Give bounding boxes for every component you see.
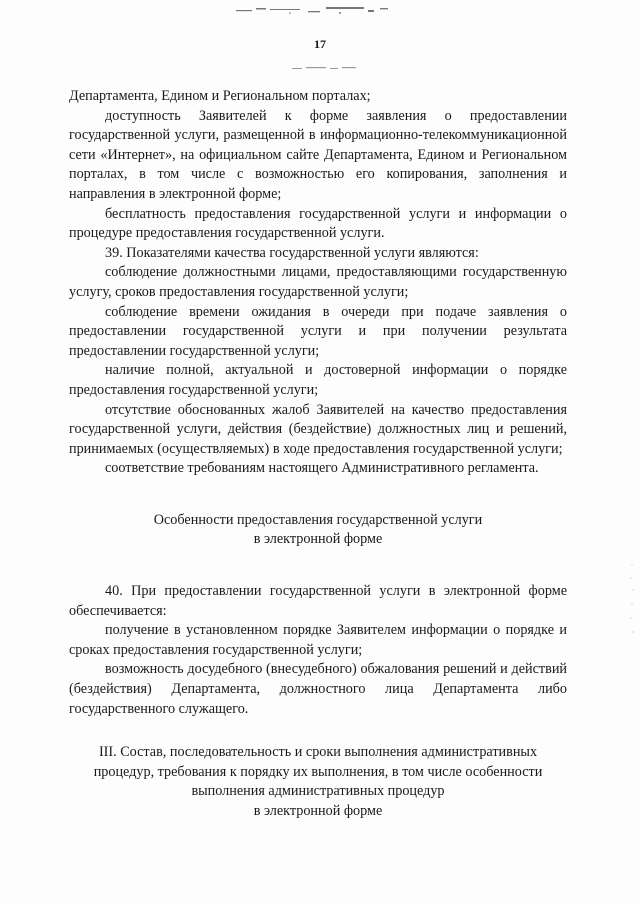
paragraph-appeal: возможность досудебного (внесудебного) обжалования решений и действий (бездействия) Департамента, должностного лица Департамента либо государственного служащего.	[69, 661, 567, 717]
paragraph-compliance: соответствие требованиям настоящего Административного регламента.	[105, 460, 539, 477]
paragraph-electronic-provision: 40. При предоставлении государственной услуги в электронной форме обеспечивается:	[69, 583, 567, 619]
paragraph-free-of-charge: бесплатность предоставления государственной услуги и информации о процедуре предоставления государственной услуги.	[69, 205, 567, 242]
paragraph-receiving-information: получение в установленном порядке Заявителем информации о порядке и сроках предоставления государственной услуги;	[69, 622, 567, 658]
paragraph-queue-time: соблюдение времени ожидания в очереди при подаче заявления о предоставлении государственной услуги и при получении результата предоставлении государственной услуги;	[69, 303, 567, 359]
section-heading-electronic-features	[69, 511, 567, 550]
paragraph-availability: доступность Заявителей к форме заявления о предоставлении государственной услуги, размещенной в информационно-телекоммуникационной сети «Интернет», на официальном сайте Департамента, Едином и Региональном порталах, в том числе с возможностью его копирования, заполнения и направления в электронной форме;	[69, 107, 567, 202]
heading-line: в электронной форме	[253, 803, 383, 819]
heading-line: выполнения административных процедур	[191, 783, 445, 800]
paragraph-information: наличие полной, актуальной и достоверной информации о порядке предоставления государственной услуги;	[69, 362, 567, 398]
heading-line: процедур, требования к порядку их выполнения, в том числе особенности	[93, 763, 543, 780]
scan-artifact-margin	[628, 560, 636, 640]
paragraph-complaints: отсутствие обоснованных жалоб Заявителей на качество предоставления государственной услуги, действия (бездействие) должностных лиц и решений, принимаемых (осуществляемых) в ходе предоставления государственной услуги;	[69, 401, 567, 457]
document-body	[69, 87, 567, 822]
heading-line: III. Состав, последовательность и сроки выполнения административных	[98, 744, 538, 761]
scan-artifact-top	[230, 2, 400, 16]
heading-line: Особенности предоставления государственной услуги	[153, 511, 483, 528]
paragraph-quality-indicators: 39. Показателями качества государственной услуги являются:	[105, 244, 479, 261]
section-heading-iii	[69, 743, 567, 821]
page-number: 17	[314, 37, 326, 51]
scan-artifact-under-number	[290, 64, 360, 72]
paragraph-portals: Департамента, Едином и Региональном порталах;	[69, 88, 371, 104]
heading-line: в электронной форме	[253, 531, 383, 548]
paragraph-deadlines: соблюдение должностными лицами, предоставляющими государственную услугу, сроков предоставления государственной услуги;	[69, 264, 567, 300]
